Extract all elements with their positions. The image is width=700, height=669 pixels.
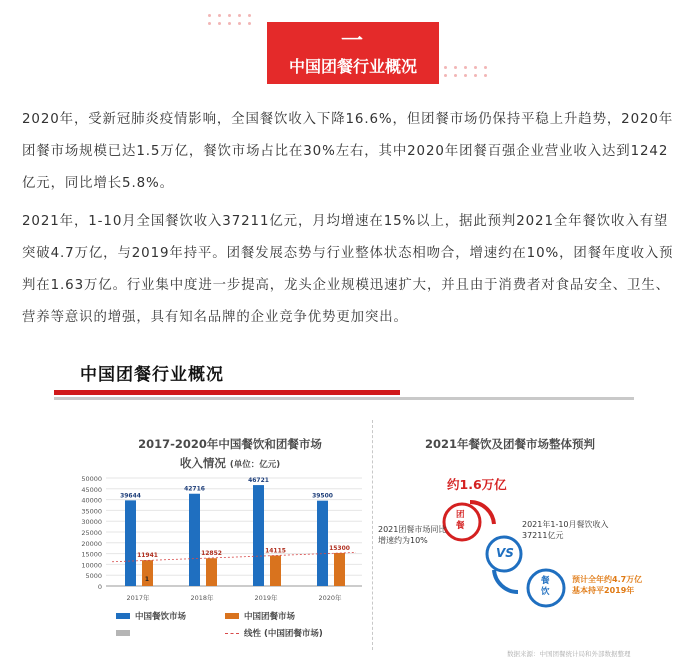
highlight-value: 约1.6万亿 xyxy=(447,477,507,492)
arc-blue xyxy=(494,570,518,592)
y-tick-label: 40000 xyxy=(81,496,102,505)
chart-title-line2 xyxy=(110,455,350,471)
x-tick-label: 2020年 xyxy=(318,594,342,602)
legend-swatch-gray xyxy=(116,630,130,636)
banner-red-bar xyxy=(54,390,400,395)
stray-label: 1 xyxy=(144,576,150,584)
section-title: 中国团餐行业概况 xyxy=(288,57,417,76)
y-tick-label: 0 xyxy=(97,583,102,591)
paragraph-2021: 2021年，1-10月全国餐饮收入37211亿元，月均增速在15%以上，据此预判2021全年餐饮收入有望突破4.7万亿，与2019年持平。团餐发展态势与行业整体状态相吻合，增速约在10%，团餐年度收入预判在1.63万亿。行业集中度进一步提高，龙头企业规模迅速扩大，并且由于消费者对食品安全、卫生、营养等意识的增强，具有知名品牌的企业竞争优势更加突出。 xyxy=(22,214,674,325)
y-tick-label: 20000 xyxy=(81,539,102,548)
chart-title-text: 收入情况 xyxy=(179,456,226,470)
y-tick-label: 35000 xyxy=(81,507,102,516)
infographic-banner-title: 中国团餐行业概况 xyxy=(80,365,224,385)
legend-label-trend: 线性 (中国团餐市场) xyxy=(244,629,323,639)
y-tick-label: 10000 xyxy=(81,561,102,570)
note-forecast: 预计全年约4.7万亿 基本持平2019年 xyxy=(572,575,643,595)
note-group-growth: 2021团餐市场同比 增速约为10% xyxy=(378,525,447,545)
y-tick-label: 25000 xyxy=(81,529,102,537)
legend-label-dining: 中国餐饮市场 xyxy=(135,612,187,622)
legend-label-group: 中国团餐市场 xyxy=(244,612,296,622)
data-label: 42716 xyxy=(184,485,205,493)
bar xyxy=(125,500,136,586)
bar xyxy=(253,485,264,586)
circle-label-dining: 餐 饮 xyxy=(541,576,550,597)
bar-chart xyxy=(70,470,370,610)
data-label: 39644 xyxy=(120,492,141,500)
center-divider xyxy=(372,420,373,650)
bar xyxy=(270,556,281,586)
decorative-dots-top xyxy=(208,14,253,25)
data-label: 11941 xyxy=(137,552,158,560)
legend-swatch-dining xyxy=(116,613,130,619)
chart-title-unit: (单位：亿元) xyxy=(229,460,281,470)
banner-gray-bar xyxy=(54,397,634,400)
legend-swatch-trend xyxy=(225,633,239,634)
bar xyxy=(206,558,217,586)
y-tick-label: 5000 xyxy=(85,572,102,581)
data-label: 12852 xyxy=(201,550,222,558)
bar xyxy=(317,501,328,586)
bar xyxy=(334,553,345,586)
y-tick-label: 45000 xyxy=(81,485,102,494)
legend-swatch-group xyxy=(225,613,239,619)
section-badge xyxy=(267,22,439,84)
decorative-dots-bottom xyxy=(444,66,489,77)
data-label: 15300 xyxy=(329,544,350,552)
x-tick-label: 2019年 xyxy=(254,594,278,602)
circle-label-vs: VS xyxy=(496,546,514,560)
y-tick-label: 30000 xyxy=(81,518,102,527)
x-tick-label: 2018年 xyxy=(190,594,214,602)
x-tick-label: 2017年 xyxy=(126,594,150,602)
source-footnote: 数据来源：中国团餐统计局和外部数据整理 xyxy=(507,650,631,658)
chart-title-line1: 2017-2020年中国餐饮和团餐市场 xyxy=(138,437,322,451)
note-dining-revenue: 2021年1-10月餐饮收入 37211亿元 xyxy=(522,520,609,540)
section-number: 一 xyxy=(340,29,365,54)
y-tick-label: 50000 xyxy=(81,475,102,483)
bar xyxy=(189,494,200,586)
forecast-title: 2021年餐饮及团餐市场整体预判 xyxy=(424,437,595,451)
y-tick-label: 15000 xyxy=(81,550,102,559)
data-label: 39500 xyxy=(312,492,333,500)
data-label: 14115 xyxy=(265,547,286,555)
paragraph-2020: 2020年，受新冠肺炎疫情影响，全国餐饮收入下降16.6%，但团餐市场仍保持平稳上升趋势，2020年团餐市场规模已达1.5万亿，餐饮市场占比在30%左右，其中2020年团餐百强企业营业收入达到1242亿元，同比增长5.8%。 xyxy=(22,112,674,191)
circle-label-group: 团 餐 xyxy=(456,510,465,531)
data-label: 46721 xyxy=(248,477,269,485)
